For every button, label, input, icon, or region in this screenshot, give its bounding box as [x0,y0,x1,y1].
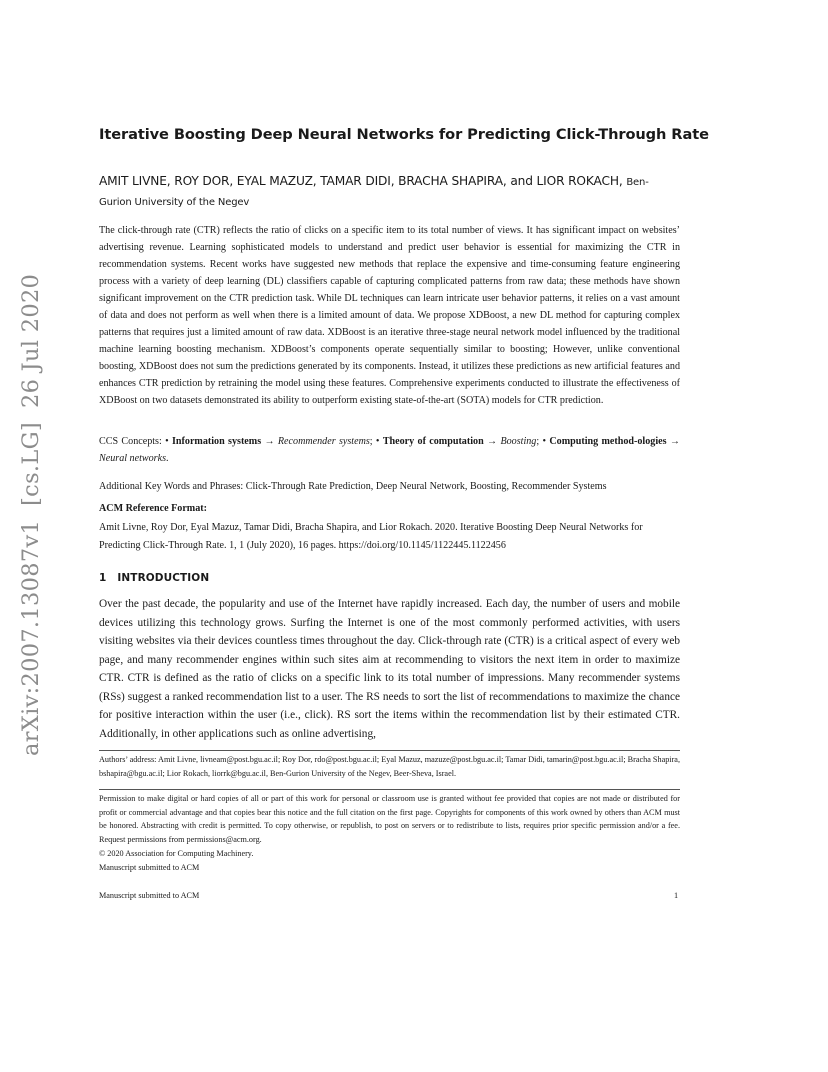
intro-paragraph: Over the past decade, the popularity and use of the Internet have rapidly increased. Each day, the number of users and mobile devices utilizing this technology grows. Surfing the Internet is one of the most commonly performed activities, with users visiting websites via their devices countless times throughout the day. Click-through rate (CTR) is a critical aspect of every web page, and many recommender engines within such sites aim at recommending to visitors the next item in order to maximize CTR. CTR is defined as the ratio of clicks on a specific link to its total number of impressions. Many recommender systems (RSs) suggest a ranked recommendation list to a user. The RS needs to sort the list of recommendations to maximize the chance for positive interaction within the user (i.e., click). RS sort the items within the recommendation list by their estimated CTR. Additionally, in other applications such as online advertising, [99,598,680,740]
arxiv-stamp [18,274,44,756]
ccs-arrow-2: → [483,436,501,447]
page-number: 1 [674,891,679,900]
abstract: The click-through rate (CTR) reflects the ratio of clicks on a specific item to its total number of views. It has significant impact on websites’ advertising revenue. Learning sophisticated models to understand and predict user behavior is essential for maximizing the CTR in recommendation systems. Recent works have suggested new methods that replace the expensive and time-consuming feature engineering process with a variety of deep learning (DL) classifiers capable of capturing complicated patterns from raw data; these methods have shown significant improvement on the CTR prediction task. While DL techniques can learn intricate user behavior patterns, it relies on a vast amount of data and does not perform as well when there is a limited amount of data. We propose XDBoost, a new DL method for capturing complex patterns that requires just a limited amount of raw data. XDBoost is an iterative three-stage neural network model influenced by the traditional machine learning boosting mechanism. XDBoost’s components operate sequentially similar to boosting; However, unlike conventional boosting, XDBoost does not sum the predictions generated by its components. Instead, it utilizes these predictions as new artificial features and enhances CTR prediction by retraining the model using these features. Comprehensive experiments conducted to illustrate the effectiveness of XDBoost on two datasets demonstrated its ability to outperform existing state-of-the-art (SOTA) models for CTR prediction. [99,225,680,406]
footnote-divider [99,750,680,751]
section-title: INTRODUCTION [117,572,210,584]
arxiv-id: arXiv:2007.13087v1 [18,519,44,756]
section-number: 1 [99,572,107,584]
authors-address: Authors’ address: Amit Livne, livneam@post.bgu.ac.il; Roy Dor, rdo@post.bgu.ac.il; Eyal Mazuz, mazuze@post.bgu.ac.il; Tamar Didi, tamarin@post.bgu.ac.il; Bracha Shapira, bshapira@bgu.ac.il; Lior Rokach, liorrk@bgu.ac.il, Ben-Gurion University of the Negev, Beer-Sheva, Israel. [99,755,680,778]
ccs-concept-2: Theory of computation [382,436,484,447]
ccs-arrow-3: → [666,436,680,447]
section-heading [99,572,209,584]
permission-divider [99,789,680,790]
permission-notice: Permission to make digital or hard copies of all or part of this work for personal or classroom use is granted without fee provided that copies are not made or distributed for profit or commercial advantage and that copies bear this notice and the full citation on the first page. Copyrights for components of this work owned by others than ACM must be honored. Abstracting with credit is permitted. To copy otherwise, or republish, to post on servers or to redistribute to lists, requires prior specific permission and/or a fee. Request permissions from permissions@acm.org. [99,794,680,844]
copyright-line: © 2020 Association for Computing Machinery. [99,849,254,858]
keywords: Additional Key Words and Phrases: Click-Through Rate Prediction, Deep Neural Network, Boosting, Recommender Systems [99,481,607,492]
acm-reference-text: Amit Livne, Roy Dor, Eyal Mazuz, Tamar Didi, Bracha Shapira, and Lior Rokach. 2020. Iterative Boosting Deep Neural Networks for Predicting Click-Through Rate. 1, 1 (July 2020), 16 pages. https://doi.org/10.1145/1122445.1122456 [99,522,643,551]
author-names: AMIT LIVNE, ROY DOR, EYAL MAZUZ, TAMAR DIDI, BRACHA SHAPIRA, and LIOR ROKACH, [99,174,623,188]
footer-text: Manuscript submitted to ACM [99,891,200,900]
ccs-sep-2: ; • [536,436,547,447]
ccs-concepts [99,433,680,467]
author-block [99,172,739,212]
arxiv-date: 26 Jul 2020 [18,273,44,409]
ccs-arrow-1: → [261,436,278,447]
arxiv-category: [cs.LG] [18,422,44,506]
affiliation-part1: Ben- [626,177,649,188]
ccs-sub-2: Boosting [500,436,537,447]
paper-title: Iterative Boosting Deep Neural Networks for Predicting Click-Through Rate [99,126,709,143]
ccs-concept-3: Computing method-ologies [549,436,667,447]
ccs-prefix: CCS Concepts: • [99,436,169,447]
ccs-concept-1: Information systems [172,436,262,447]
acm-reference-heading: ACM Reference Format: [99,503,207,514]
ccs-sep-1: ; • [369,436,380,447]
manuscript-note: Manuscript submitted to ACM [99,863,200,872]
ccs-end: . [166,453,169,464]
ccs-sub-1: Recommender systems [277,436,370,447]
ccs-sub-3: Neural networks [99,453,167,464]
affiliation-part2: Gurion University of the Negev [99,197,250,208]
